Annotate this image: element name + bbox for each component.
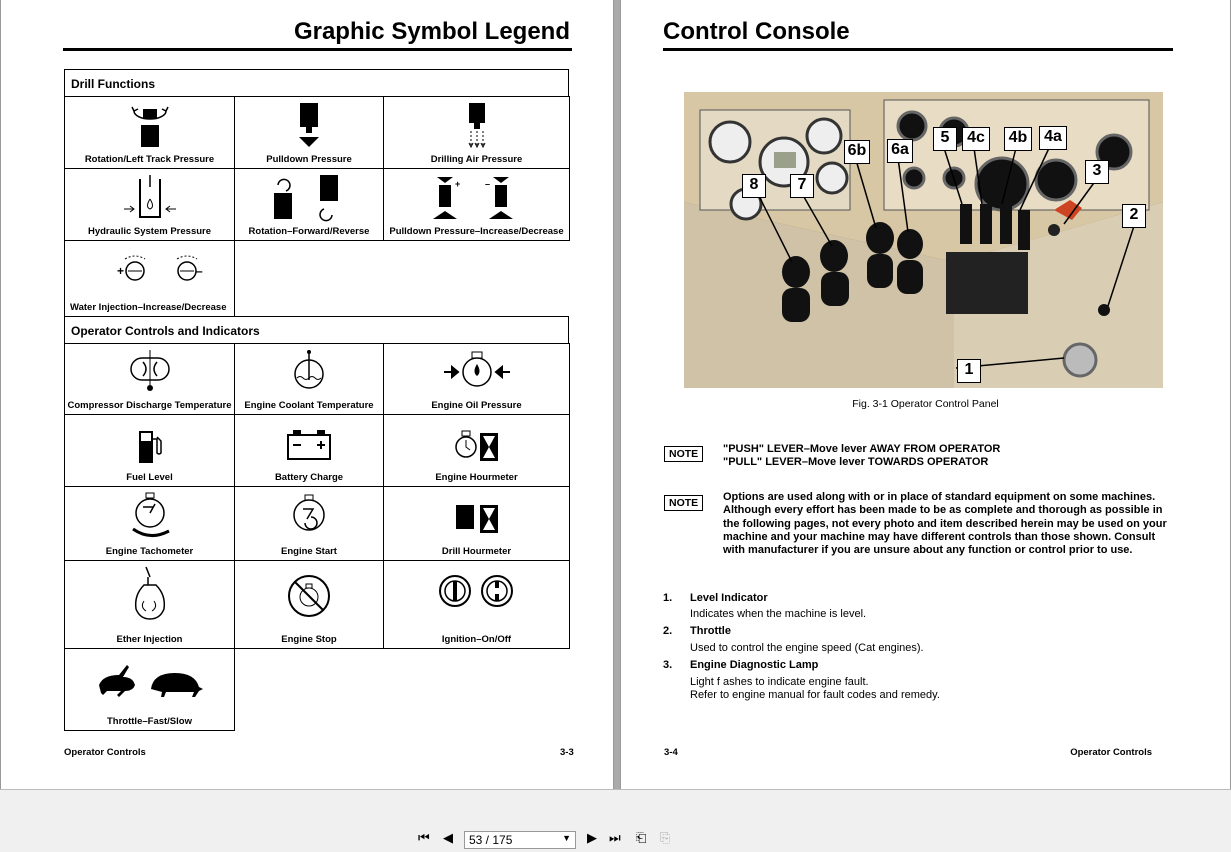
footer-page-number: 3-4: [664, 747, 678, 758]
rabbit-turtle-icon: [95, 661, 205, 701]
svg-text:+: +: [116, 264, 124, 278]
symbol-label: Engine Start: [281, 546, 337, 557]
engine-start-icon: [289, 491, 329, 537]
section-drill-functions: Drill Functions: [64, 69, 569, 97]
note-line: with manufacturer if you are unsure about any function or control prior to use.: [723, 544, 1133, 557]
item-heading: Engine Diagnostic Lamp: [690, 659, 819, 671]
section-operator-controls: Operator Controls and Indicators: [64, 316, 569, 344]
symbol-label: Drilling Air Pressure: [430, 154, 523, 165]
callout-4c: 4c: [962, 127, 990, 151]
engine-hourmeter-icon: [452, 427, 502, 463]
note-label: NOTE: [664, 495, 703, 511]
symbol-label: Rotation/Left Track Pressure: [84, 154, 215, 165]
symbol-label: Engine Tachometer: [105, 546, 194, 557]
callout-4a: 4a: [1039, 126, 1067, 150]
previous-page-icon[interactable]: ◀: [443, 830, 453, 845]
note-push-pull: [723, 443, 1000, 470]
coolant-temperature-icon: [289, 348, 329, 396]
drill-hourmeter-icon: [452, 501, 502, 537]
control-panel-illustration: [684, 92, 1163, 388]
note-line: the following pages, not every photo and item described herein may be used on your: [723, 517, 1167, 530]
previous-view-icon[interactable]: ⎗: [636, 830, 647, 845]
symbol-label: Pulldown Pressure: [266, 154, 352, 165]
ether-injection-icon: [130, 565, 170, 625]
note-line: "PULL" LEVER–Move lever TOWARDS OPERATOR: [723, 456, 989, 469]
item-description: Indicates when the machine is level.: [690, 608, 867, 620]
pulldown-icon: [294, 101, 324, 151]
ignition-icon: [437, 571, 517, 611]
symbol-engine-stop: [234, 560, 384, 649]
rotation-forward-reverse-icon: [264, 173, 354, 223]
symbol-drilling-air: [383, 96, 570, 169]
water-injection-icon: [95, 249, 205, 289]
note-line: Options are used along with or in place of standard equipment on some machines.: [723, 491, 1156, 503]
symbol-label: Battery Charge: [274, 472, 344, 483]
pulldown-increase-decrease-icon: [427, 173, 527, 223]
next-page-icon[interactable]: ▶: [587, 830, 597, 845]
footer-page-number: 3-3: [560, 747, 574, 758]
symbol-label: Ignition–On/Off: [441, 634, 512, 645]
symbol-tachometer: [64, 486, 235, 561]
item-description: Refer to engine manual for fault codes and remedy.: [690, 689, 940, 701]
page-title: Control Console: [663, 18, 850, 45]
symbol-label: Throttle–Fast/Slow: [107, 716, 192, 727]
item-description: Light f ashes to indicate engine fault.: [690, 676, 869, 688]
tachometer-icon: [125, 491, 175, 541]
symbol-fuel: [64, 414, 235, 487]
fuel-icon: [135, 427, 165, 467]
figure-caption: Fig. 3-1 Operator Control Panel: [852, 398, 999, 410]
control-panel-photo: [684, 92, 1163, 388]
callout-3: 3: [1085, 160, 1109, 184]
rotation-icon: [120, 101, 180, 151]
page-number-select[interactable]: [464, 831, 576, 849]
symbol-label: Compressor Discharge Temperature: [67, 400, 232, 411]
symbol-label: Engine Coolant Temperature: [244, 400, 374, 411]
callout-6b: 6b: [844, 140, 870, 164]
symbol-label: Pulldown Pressure–Increase/Decrease: [389, 226, 564, 237]
symbol-label: Ether Injection: [116, 634, 183, 645]
note-label: NOTE: [664, 446, 703, 462]
symbol-rotation-left-track: [64, 96, 235, 169]
page-indicator: 53 / 175: [469, 833, 513, 847]
hydraulic-icon: [120, 173, 180, 223]
symbol-label: Engine Oil Pressure: [431, 400, 522, 411]
symbol-drill-hourmeter: [383, 486, 570, 561]
drilling-air-icon: [462, 101, 492, 151]
symbol-water: [64, 240, 235, 317]
item-number: 3.: [663, 659, 673, 671]
svg-text:+: +: [454, 179, 460, 189]
symbol-pulldown: [234, 96, 384, 169]
symbol-engine-start: [234, 486, 384, 561]
item-number: 2.: [663, 625, 673, 637]
oil-pressure-icon: [442, 348, 512, 394]
dropdown-arrow-icon: ▼: [562, 833, 571, 843]
symbol-compressor: [64, 343, 235, 415]
symbol-label: Fuel Level: [126, 472, 173, 483]
engine-stop-icon: [284, 571, 334, 621]
symbol-legend-table: [64, 69, 571, 731]
symbol-battery: [234, 414, 384, 487]
page-title: Graphic Symbol Legend: [293, 18, 570, 45]
callout-7: 7: [790, 174, 814, 198]
symbol-pulldown-id: [383, 168, 570, 241]
svg-text:–: –: [195, 264, 203, 278]
note-line: Although every effort has been made to be as complete and thorough as possible in: [723, 504, 1163, 517]
note-options: [723, 491, 1167, 557]
item-description: Used to control the engine speed (Cat engines).: [690, 642, 924, 654]
symbol-label: Rotation–Forward/Reverse: [248, 226, 370, 237]
symbol-ignition: [383, 560, 570, 649]
footer-left: Operator Controls: [64, 747, 146, 758]
left-page: [0, 0, 614, 789]
symbol-engine-hourmeter: [383, 414, 570, 487]
symbol-label: Hydraulic System Pressure: [87, 226, 212, 237]
item-heading: Throttle: [690, 625, 731, 637]
footer-right: Operator Controls: [1070, 747, 1152, 758]
note-line: "PUSH" LEVER–Move lever AWAY FROM OPERATOR: [723, 443, 1001, 455]
pdf-toolbar: [0, 789, 1231, 852]
title-rule: [63, 48, 572, 51]
battery-icon: [284, 427, 334, 463]
callout-8: 8: [742, 174, 766, 198]
item-heading: Level Indicator: [690, 592, 768, 604]
next-view-icon[interactable]: ⎘: [660, 830, 671, 845]
symbol-throttle: [64, 648, 235, 731]
callout-2: 2: [1122, 204, 1146, 228]
symbol-rotation-fr: [234, 168, 384, 241]
callout-1: 1: [957, 359, 981, 383]
callout-4b: 4b: [1004, 127, 1032, 151]
symbol-oil: [383, 343, 570, 415]
title-rule: [663, 48, 1173, 51]
first-page-icon[interactable]: ⏮: [418, 830, 430, 845]
symbol-hydraulic: [64, 168, 235, 241]
symbol-label: Water Injection–Increase/Decrease: [70, 302, 227, 313]
note-line: machine and your machine may have different controls than those shown. Consult: [723, 530, 1156, 543]
last-page-icon[interactable]: ⏭: [609, 830, 621, 845]
callout-6a: 6a: [887, 139, 913, 163]
svg-text:–: –: [484, 179, 490, 189]
item-number: 1.: [663, 592, 673, 604]
callout-5: 5: [933, 127, 957, 151]
symbol-coolant: [234, 343, 384, 415]
compressor-temperature-icon: [125, 348, 175, 394]
symbol-label: Engine Stop: [281, 634, 337, 645]
symbol-label: Drill Hourmeter: [441, 546, 512, 557]
symbol-ether: [64, 560, 235, 649]
symbol-label: Engine Hourmeter: [435, 472, 518, 483]
